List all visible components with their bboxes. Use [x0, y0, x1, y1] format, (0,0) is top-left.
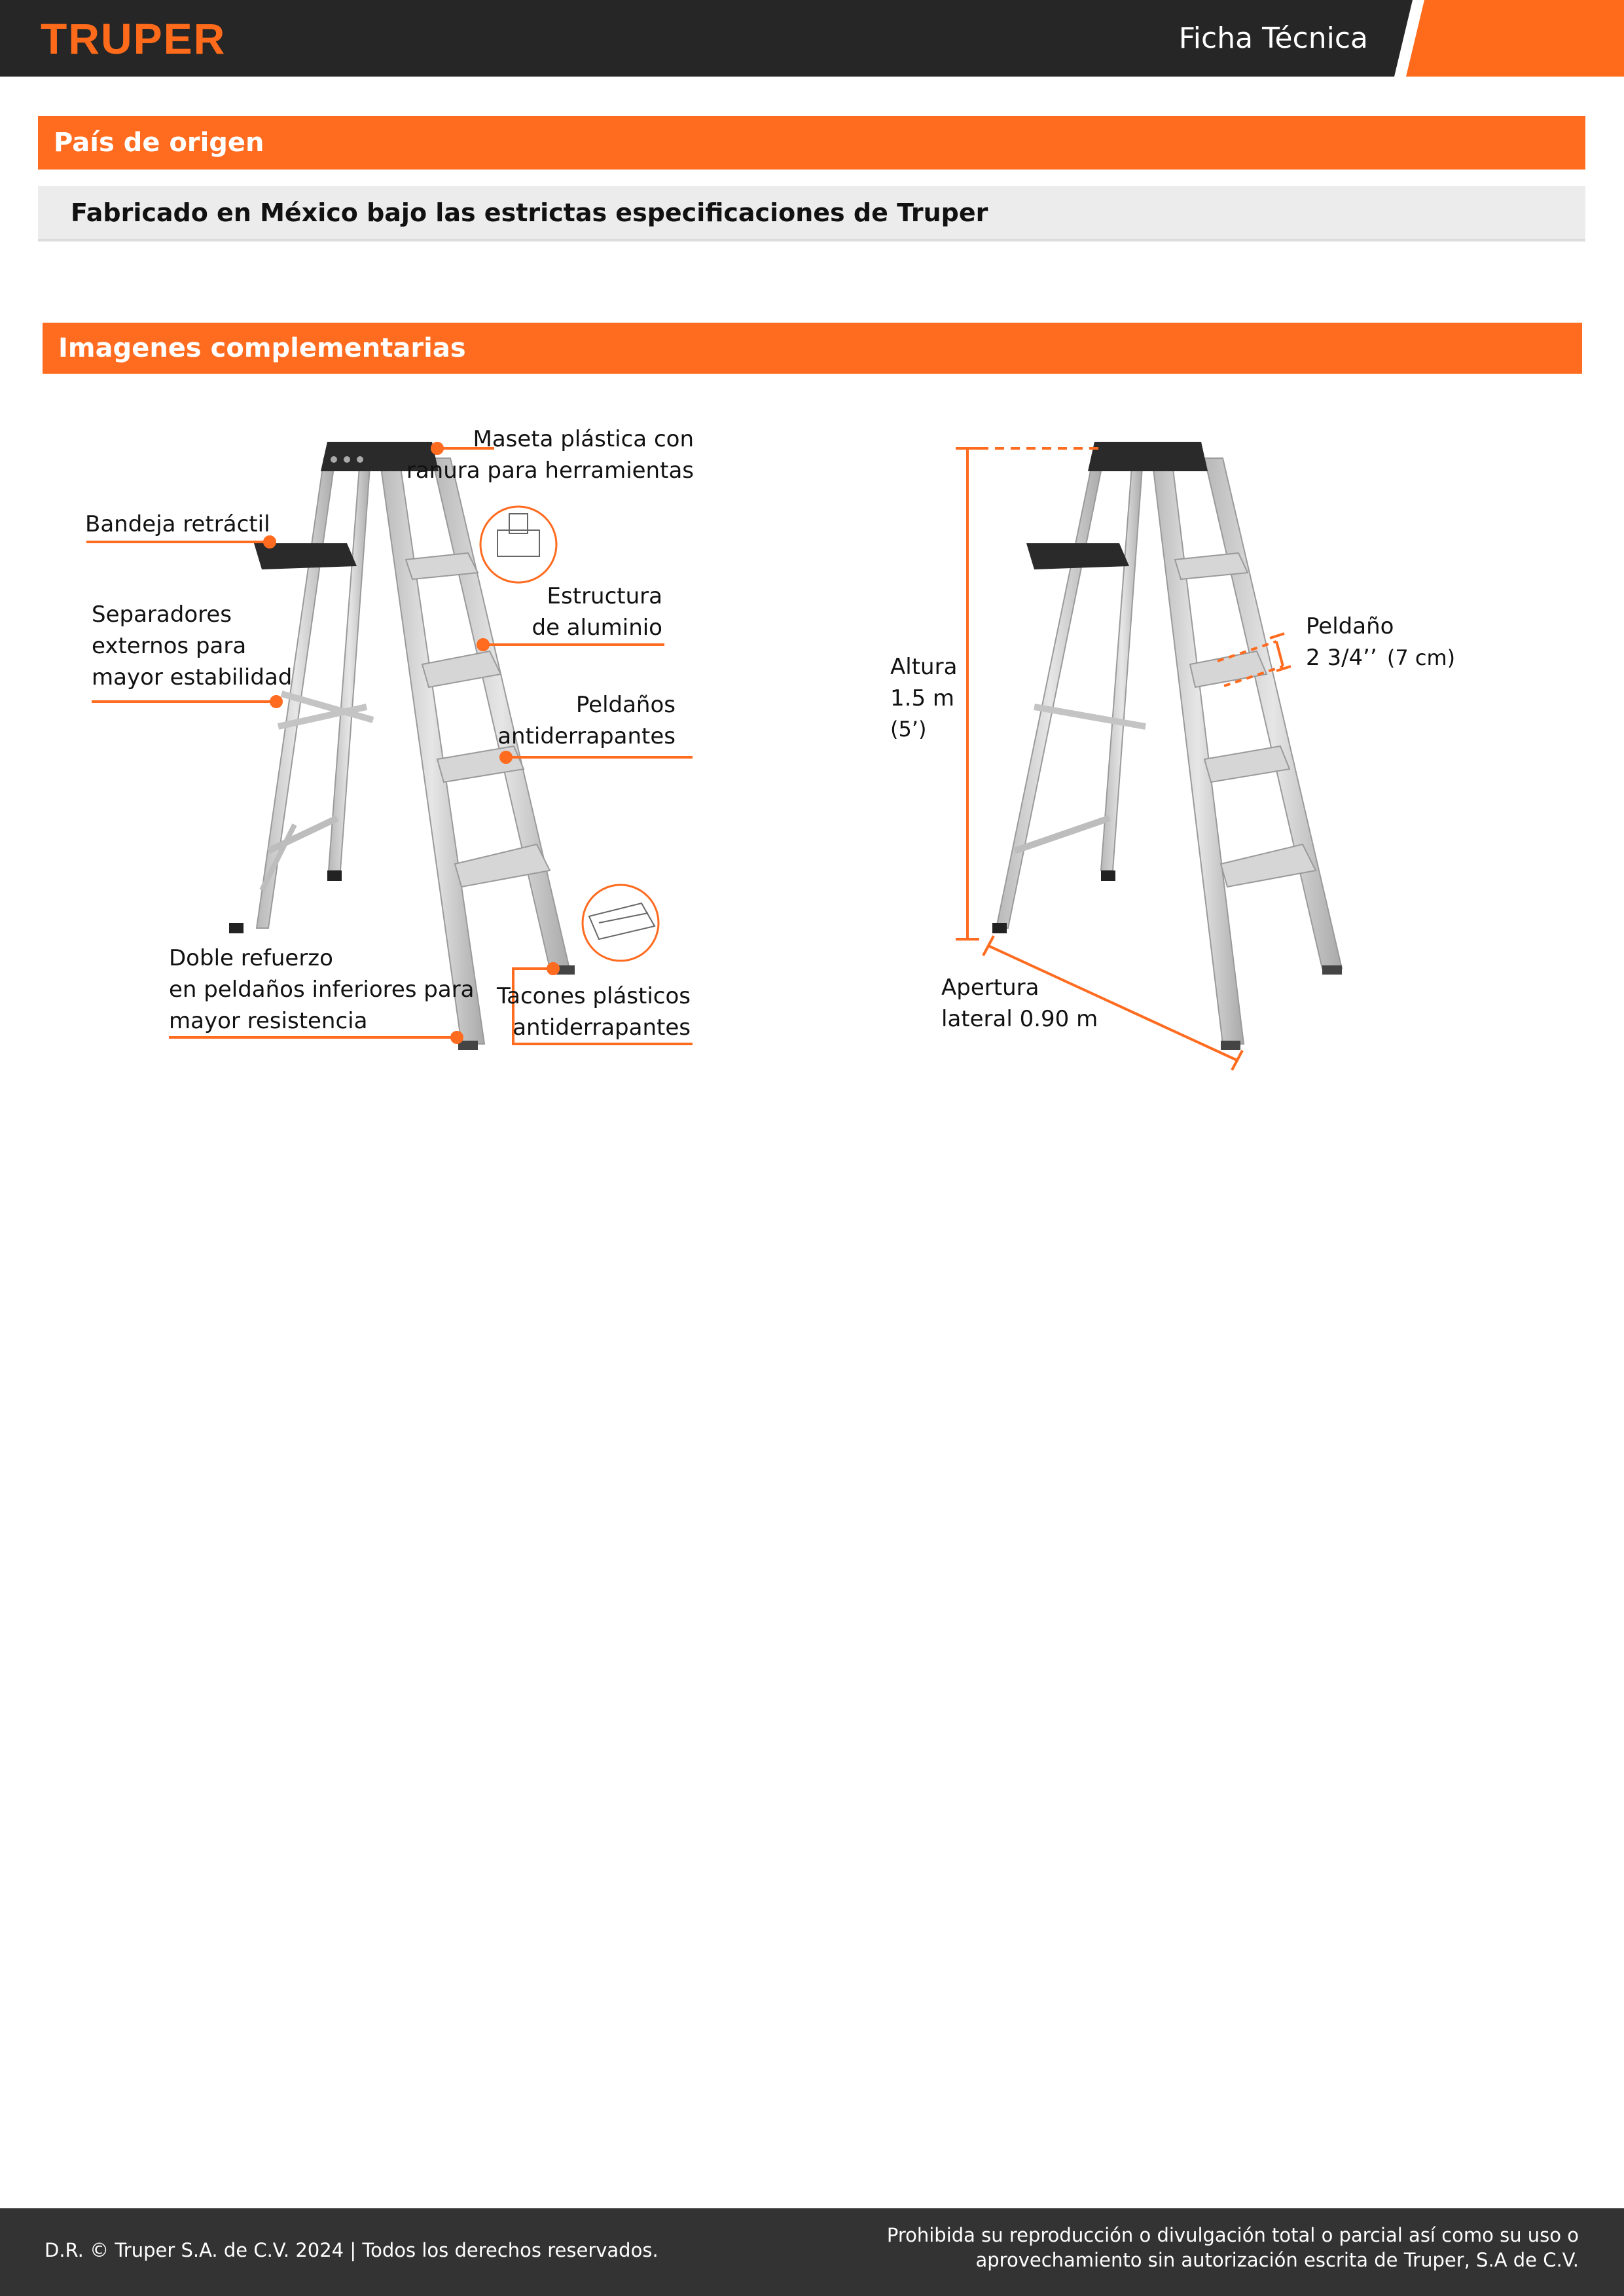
callout-doble-line3: mayor resistencia [169, 1008, 368, 1034]
step-label: Peldaño [1306, 613, 1394, 639]
height-label: Altura [890, 654, 958, 680]
callout-tacones-line1: Tacones plásticos [496, 983, 691, 1009]
header-accent-stripe [1394, 0, 1624, 77]
callout-separadores-line3: mayor estabilidad [92, 664, 293, 691]
header-bar [0, 0, 1624, 77]
step-dimension [1306, 645, 1455, 671]
ladder-features-figure [65, 419, 733, 1073]
section-title-origin: País de origen [38, 116, 1585, 170]
opening-dimension-line [983, 936, 1242, 1070]
footer-copyright: D.R. © Truper S.A. de C.V. 2024 | Todos los derechos reservados. [45, 2239, 659, 2261]
callout-bandeja: Bandeja retráctil [85, 511, 270, 537]
height-dimension-line [956, 448, 1100, 939]
step-metric: (7 cm) [1386, 645, 1456, 670]
height-feet: (5’) [890, 717, 927, 742]
origin-text: Fabricado en México bajo las estrictas especificaciones de Truper [38, 186, 1585, 242]
callout-doble-line1: Doble refuerzo [169, 945, 333, 971]
footer-notice [772, 2223, 1579, 2272]
footer-notice-line1: Prohibida su reproducción o divulgación total o parcial así como su uso o [886, 2224, 1579, 2246]
planter-detail-icon [480, 507, 556, 583]
foot-detail-icon [583, 885, 659, 961]
callout-maseta-line1: Maseta plástica con [473, 426, 694, 452]
callout-separadores-line2: externos para [92, 633, 247, 659]
height-value: 1.5 m [890, 685, 954, 711]
truper-logo: TRUPER [41, 14, 226, 63]
ladder-dimensions-figure [864, 419, 1519, 1073]
callout-separadores-line1: Separadores [92, 601, 232, 628]
opening-label-line1: Apertura [941, 975, 1039, 1001]
document-type-label: Ficha Técnica [1178, 22, 1368, 55]
callout-estructura-line1: Estructura [547, 583, 662, 609]
callout-peldanos-line2: antiderrapantes [497, 723, 676, 749]
callout-estructura-line2: de aluminio [532, 615, 662, 641]
opening-label-line2: lateral 0.90 m [941, 1006, 1098, 1032]
callout-doble-line2: en peldaños inferiores para [169, 977, 475, 1003]
callout-peldanos-line1: Peldaños [575, 692, 676, 718]
callout-tacones-line2: antiderrapantes [513, 1014, 691, 1041]
callout-maseta-line2: ranura para herramientas [406, 457, 694, 484]
ladder-illustration-dimensions [992, 442, 1342, 1050]
section-title-images: Imagenes complementarias [43, 323, 1582, 374]
footer-notice-line2: aprovechamiento sin autorización escrita de Truper, S.A de C.V. [975, 2249, 1579, 2271]
step-value: 2 3/4’’ [1306, 645, 1377, 671]
